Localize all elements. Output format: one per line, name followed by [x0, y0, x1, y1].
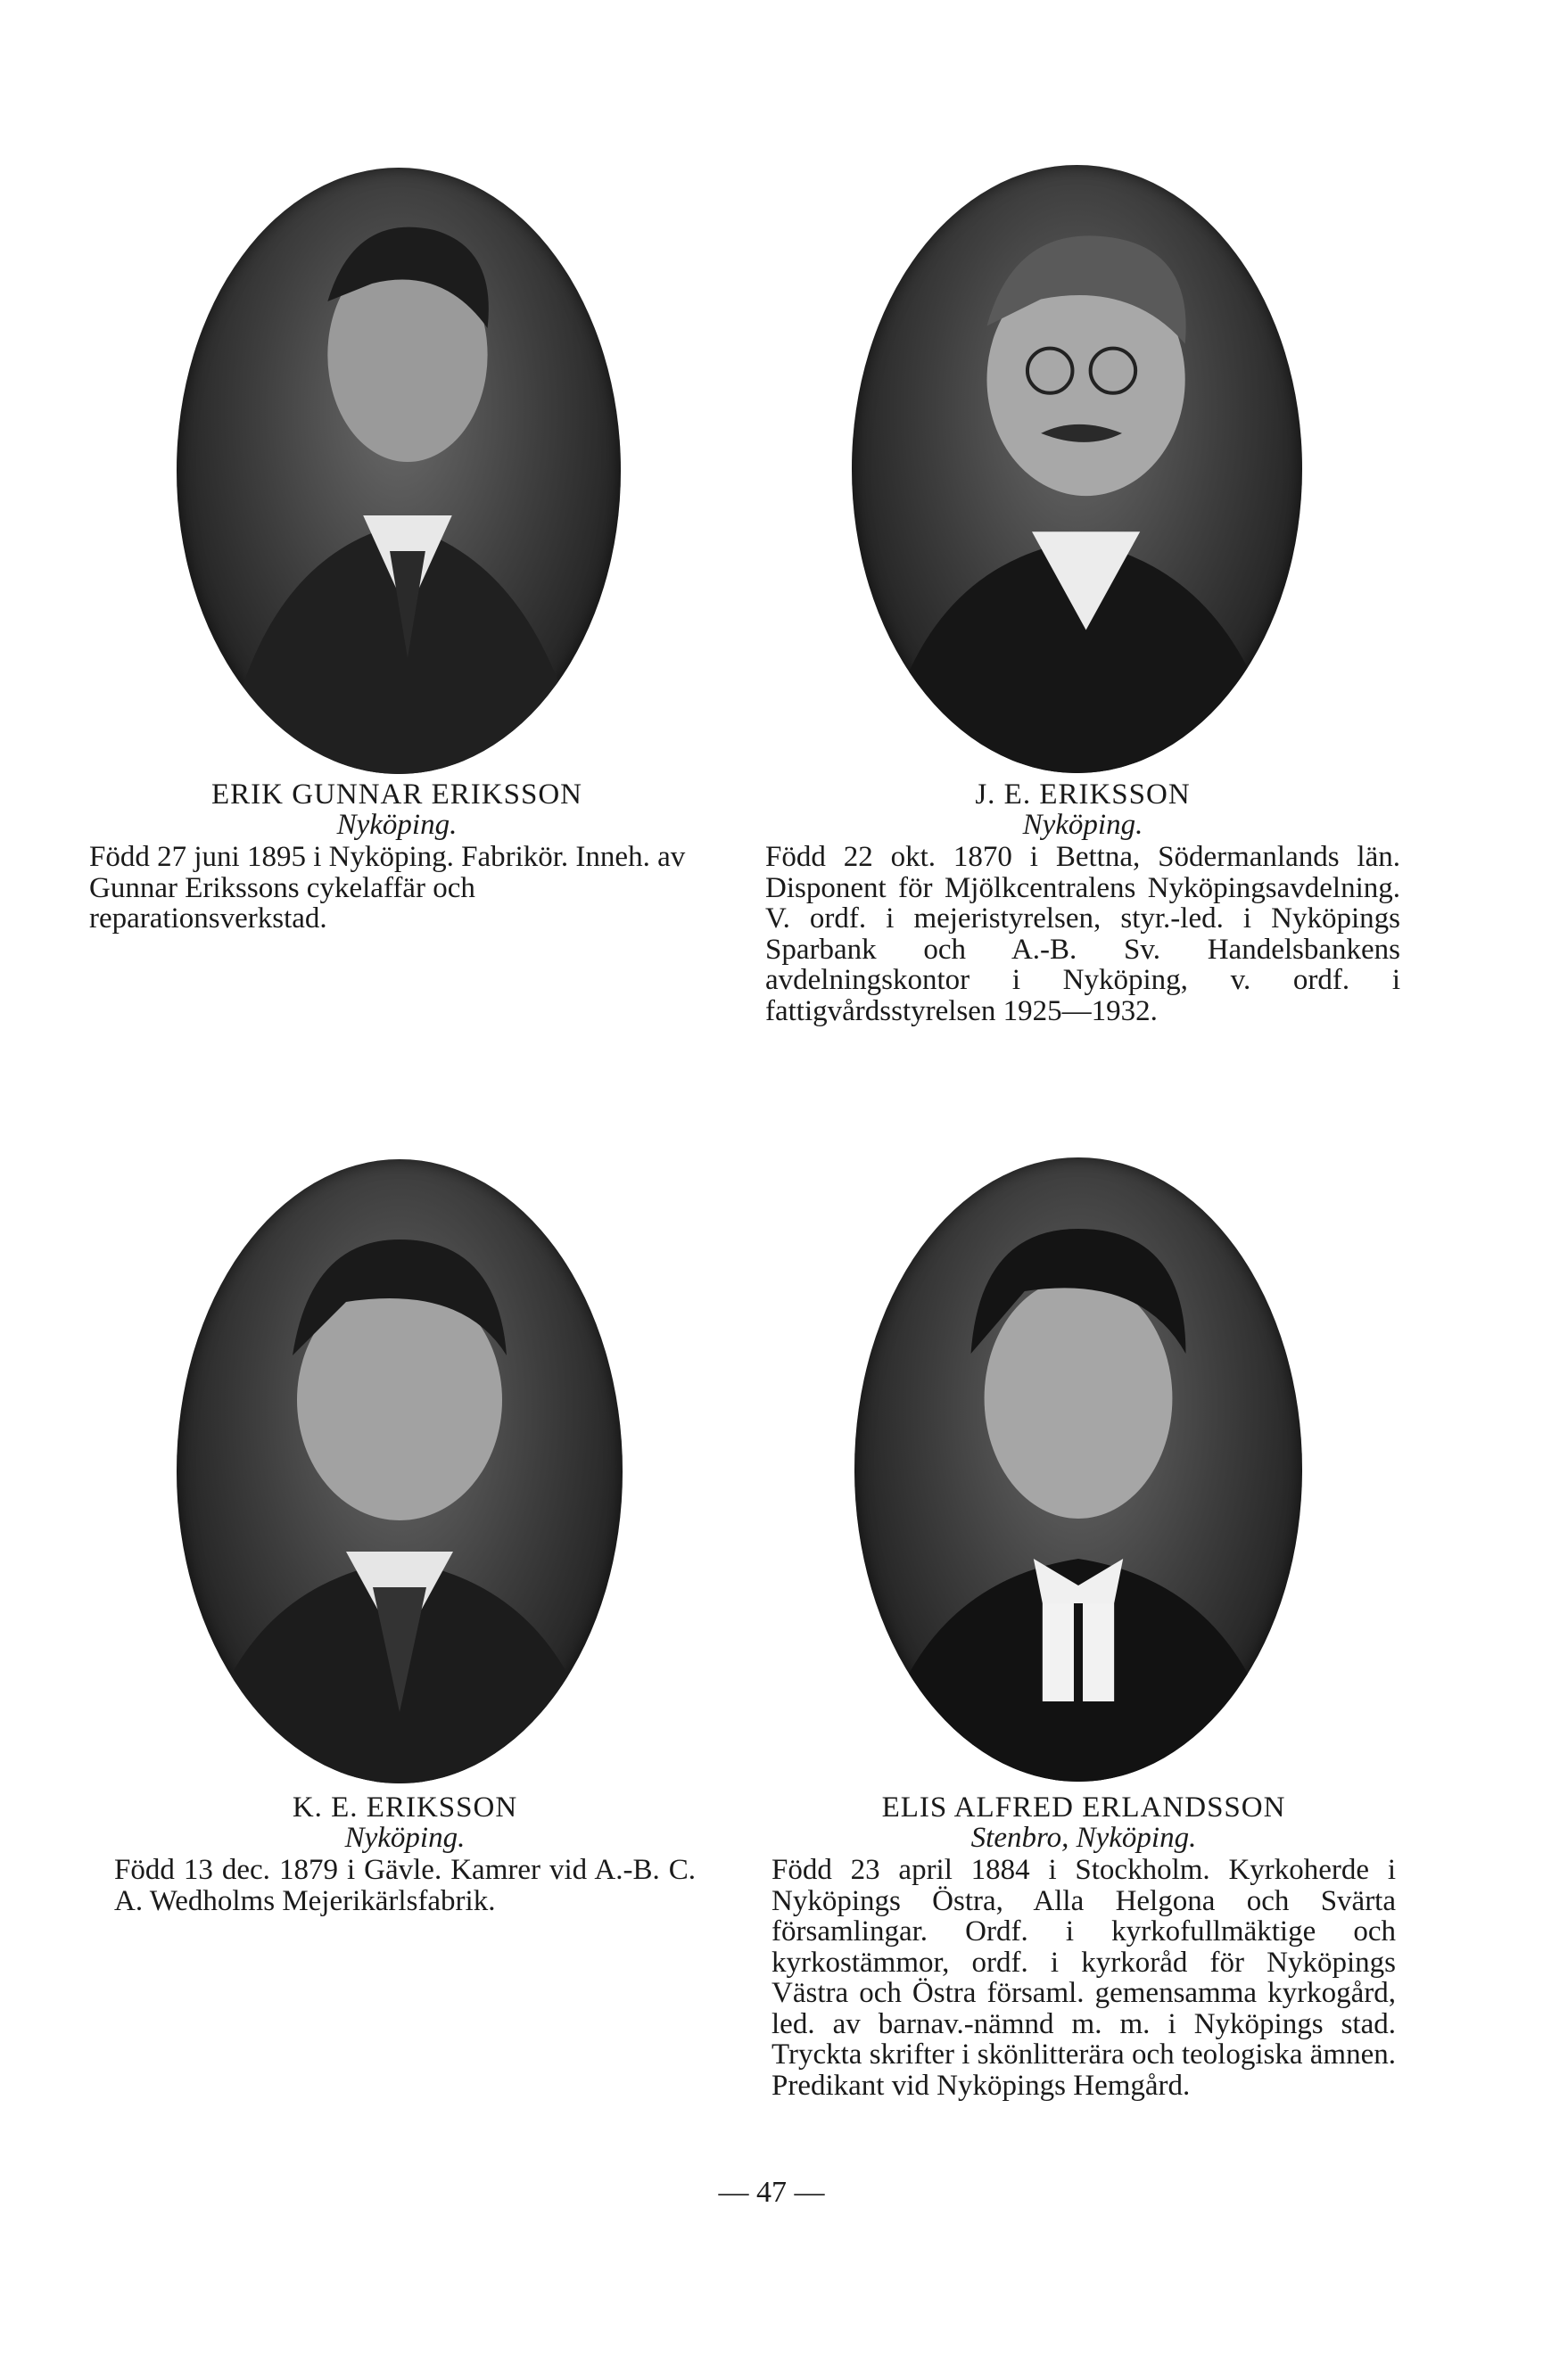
person-name: ERIK GUNNAR ERIKSSON	[210, 778, 583, 811]
caption-j-e-eriksson	[765, 779, 1400, 1026]
person-place: Nyköping.	[344, 1822, 466, 1854]
person-name: ELIS ALFRED ERLANDSSON	[881, 1791, 1286, 1824]
person-place: Nyköping.	[336, 809, 458, 841]
person-name: K. E. ERIKSSON	[292, 1791, 518, 1824]
portrait-figure	[177, 168, 621, 774]
person-place: Stenbro, Nyköping.	[970, 1822, 1197, 1854]
portrait-figure	[177, 1159, 623, 1783]
person-bio: Född 23 april 1884 i Stockholm. Kyrkoherde i Nyköpings Östra, Alla Helgona och Svärta församlingar. Ordf. i kyrkofullmäktige och kyrkostämmor, ordf. i kyrkoråd för Nyköpings Västra och Östra församl. gemensamma kyrkogård, led. av barnav.-nämnd m. m. i Nyköpings stad. Tryckta skrifter i skönlitterära och teologiska ämnen. Predikant vid Nyköpings Hemgård.	[772, 1854, 1396, 2102]
person-place: Nyköping.	[1022, 809, 1143, 841]
person-bio: Född 22 okt. 1870 i Bettna, Södermanlands län. Disponent för Mjölkcentralens Nyköpingsavdelning. V. ordf. i mejeristyrelsen, styr.-led. i Nyköpings Sparbank och A.-B. Sv. Handelsbankens avdelningskontor i Nyköping, v. ordf. i fattigvårdsstyrelsen 1925—1932.	[765, 841, 1400, 1027]
page-number: — 47 —	[718, 2176, 825, 2209]
portrait-figure	[852, 165, 1302, 773]
caption-erik-gunnar-eriksson	[89, 779, 705, 935]
caption-elis-alfred-erlandsson	[772, 1792, 1396, 2101]
portrait-figure	[854, 1157, 1302, 1782]
person-bio: Född 27 juni 1895 i Nyköping. Fabrikör. Inneh. av Gunnar Erikssons cykelaffär och reparationsverkstad.	[89, 841, 686, 935]
portrait-k-e-eriksson	[177, 1159, 623, 1783]
caption-k-e-eriksson	[114, 1792, 696, 1916]
portrait-j-e-eriksson	[852, 165, 1302, 773]
portrait-elis-alfred-erlandsson	[854, 1157, 1302, 1782]
person-bio: Född 13 dec. 1879 i Gävle. Kamrer vid A.-B. C. A. Wedholms Mejerikärlsfabrik.	[114, 1854, 696, 1917]
portrait-erik-gunnar-eriksson	[177, 168, 621, 774]
person-name: J. E. ERIKSSON	[975, 778, 1191, 811]
